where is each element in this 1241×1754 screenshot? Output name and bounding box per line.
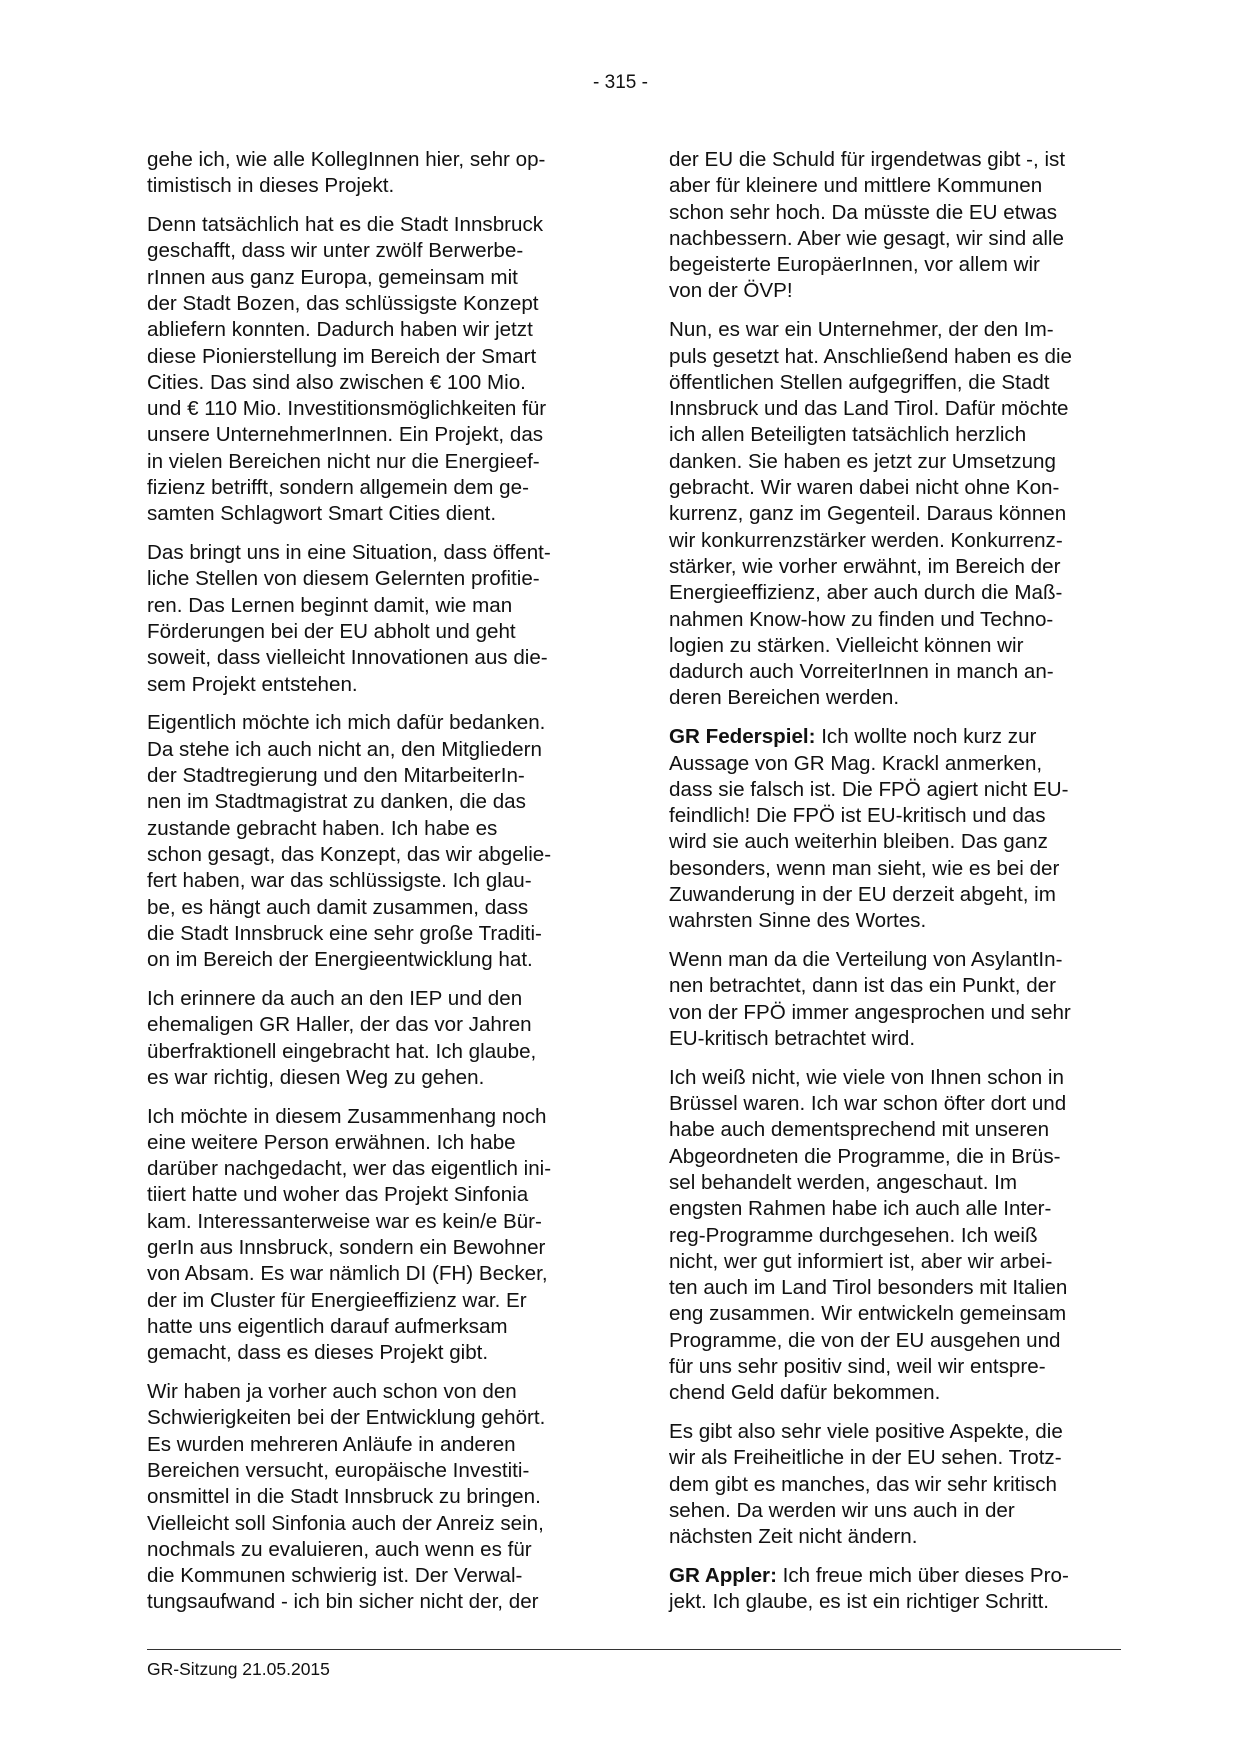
text-line: die Kommunen schwierig ist. Der Verwal-	[147, 1564, 523, 1588]
text-line: fert haben, war das schlüssigste. Ich glau-	[147, 869, 532, 893]
text-line: ehemaligen GR Haller, der das vor Jahren	[147, 1013, 532, 1037]
text-line: Es wurden mehreren Anläufe in anderen	[147, 1432, 516, 1456]
text-line: begeisterte EuropäerInnen, vor allem wir	[669, 253, 1040, 277]
text-line: timistisch in dieses Projekt.	[147, 174, 395, 198]
text-line: kurrenz, ganz im Gegenteil. Daraus können	[669, 502, 1067, 526]
text-line: gerIn aus Innsbruck, sondern ein Bewohner	[147, 1236, 546, 1260]
text-line: puls gesetzt hat. Anschließend haben es die	[669, 344, 1072, 368]
text-line: kam. Interessanterweise war es kein/e Bür-	[147, 1209, 542, 1233]
text-line: engsten Rahmen habe ich auch alle Inter-	[669, 1197, 1052, 1221]
text-line: Eigentlich möchte ich mich dafür bedanken.	[147, 711, 546, 735]
paragraph	[147, 540, 599, 698]
text-line: Programme, die von der EU ausgehen und	[669, 1328, 1061, 1352]
text-line	[669, 724, 1121, 750]
page-number: - 315 -	[593, 72, 648, 93]
text-line: diese Pionierstellung im Bereich der Smart	[147, 344, 537, 368]
text-line: wir als Freiheitliche in der EU sehen. Trotz-	[669, 1446, 1062, 1470]
text-line: Es gibt also sehr viele positive Aspekte, die	[669, 1420, 1063, 1444]
text-line: sehen. Da werden wir uns auch in der	[669, 1499, 1015, 1523]
text-line: Wir haben ja vorher auch schon von den	[147, 1380, 517, 1404]
text-line: nen betrachtet, dann ist das ein Punkt, der	[669, 974, 1056, 998]
text-line: fizienz betrifft, sondern allgemein dem ge-	[147, 476, 529, 500]
text-line: Ich weiß nicht, wie viele von Ihnen schon in	[669, 1065, 1064, 1089]
text-line: sem Projekt entstehen.	[147, 672, 358, 696]
text-line: zustande gebracht haben. Ich habe es	[147, 816, 498, 840]
text-line: gebracht. Wir waren dabei nicht ohne Kon-	[669, 476, 1060, 500]
text-line: dadurch auch VorreiterInnen in manch an-	[669, 660, 1054, 684]
paragraph	[669, 1419, 1121, 1550]
text-line: ren. Das Lernen beginnt damit, wie man	[147, 593, 513, 617]
text-line: der Stadt Bozen, das schlüssigste Konzept	[147, 291, 539, 315]
text-line: Brüssel waren. Ich war schon öfter dort und	[669, 1092, 1067, 1116]
text-line: unsere UnternehmerInnen. Ein Projekt, das	[147, 423, 544, 447]
text-line: der EU die Schuld für irgendetwas gibt -, ist	[669, 148, 1066, 171]
paragraph	[147, 710, 599, 973]
text-line: danken. Sie haben es jetzt zur Umsetzung	[669, 449, 1056, 473]
text-line: besonders, wenn man sieht, wie es bei der	[669, 856, 1060, 880]
text-line: nächsten Zeit nicht ändern.	[669, 1525, 918, 1549]
text-line: stärker, wie vorher erwähnt, im Bereich der	[669, 554, 1061, 578]
text-line: rInnen aus ganz Europa, gemeinsam mit	[147, 265, 518, 289]
text-line: Aussage von GR Mag. Krackl anmerken,	[669, 751, 1043, 775]
speaker-name: GR Federspiel:	[669, 725, 816, 749]
text-line: nahmen Know-how zu finden und Techno-	[669, 607, 1054, 631]
text-fragment: Ich freue mich über dieses Pro-	[776, 1564, 1069, 1588]
text-line: Förderungen bei der EU abholt und geht	[147, 620, 516, 644]
text-line: Ich erinnere da auch an den IEP und den	[147, 986, 523, 1010]
text-line: in vielen Bereichen nicht nur die Energieef-	[147, 449, 540, 473]
text-line: der im Cluster für Energieeffizienz war. Er	[147, 1288, 527, 1312]
text-line: nen im Stadtmagistrat zu danken, die das	[147, 790, 526, 814]
paragraph	[669, 947, 1121, 1052]
text-line: Das bringt uns in eine Situation, dass öffent-	[147, 541, 551, 565]
text-line: EU-kritisch betrachtet wird.	[669, 1027, 916, 1050]
text-line	[669, 1563, 1121, 1589]
text-line: gehe ich, wie alle KollegInnen hier, sehr op-	[147, 148, 546, 171]
text-line: Innsbruck und das Land Tirol. Dafür möchte	[669, 397, 1069, 421]
text-line: feindlich! Die FPÖ ist EU-kritisch und das	[669, 804, 1046, 828]
text-line: Vielleicht soll Sinfonia auch der Anreiz sein,	[147, 1511, 544, 1535]
paragraph	[147, 986, 599, 1091]
text-line: Bereichen versucht, europäische Investiti-	[147, 1458, 530, 1482]
text-line: soweit, dass vielleicht Innovationen aus die-	[147, 646, 548, 670]
footer-divider	[147, 1649, 1121, 1650]
text-line: ich allen Beteiligten tatsächlich herzlich	[669, 423, 1027, 447]
text-line: Denn tatsächlich hat es die Stadt Innsbruck	[147, 213, 544, 237]
text-line: samten Schlagwort Smart Cities dient.	[147, 502, 497, 526]
text-line: für uns sehr positiv sind, weil wir entspre-	[669, 1355, 1046, 1379]
text-line: nachbessern. Aber wie gesagt, wir sind alle	[669, 226, 1064, 250]
text-line: von der FPÖ immer angesprochen und sehr	[669, 1000, 1071, 1024]
text-line: Energieeffizienz, aber auch durch die Maß-	[669, 581, 1063, 605]
paragraph	[147, 147, 599, 200]
text-line: hatte uns eigentlich darauf aufmerksam	[147, 1314, 508, 1338]
left-column	[147, 147, 599, 1628]
text-line: habe auch dementsprechend mit unseren	[669, 1118, 1050, 1142]
text-line: von der ÖVP!	[669, 279, 793, 303]
text-line: geschafft, dass wir unter zwölf Berwerbe-	[147, 239, 524, 263]
paragraph	[669, 317, 1121, 711]
text-line: gemacht, dass es dieses Projekt gibt.	[147, 1341, 489, 1365]
text-line: Ich möchte in diesem Zusammenhang noch	[147, 1104, 547, 1128]
paragraph	[147, 1379, 599, 1616]
text-line: abliefern konnten. Dadurch haben wir jetzt	[147, 318, 533, 342]
text-line: wir konkurrenzstärker werden. Konkurrenz-	[669, 528, 1063, 552]
text-line: schon gesagt, das Konzept, das wir abgelie-	[147, 842, 552, 866]
text-line: tiiert hatte und woher das Projekt Sinfonia	[147, 1183, 529, 1207]
text-line: die Stadt Innsbruck eine sehr große Traditi-	[147, 921, 542, 945]
text-line: Abgeordneten die Programme, die in Brüs-	[669, 1144, 1061, 1168]
text-line: be, es hängt auch damit zusammen, dass	[147, 895, 529, 919]
paragraph	[147, 212, 599, 528]
text-line: onsmittel in die Stadt Innsbruck zu bringen.	[147, 1485, 541, 1509]
text-line: logien zu stärken. Vielleicht können wir	[669, 633, 1024, 657]
text-line: Zuwanderung in der EU derzeit abgeht, im	[669, 883, 1056, 907]
text-line: überfraktionell eingebracht hat. Ich glaube,	[147, 1039, 537, 1063]
speaker-name: GR Appler:	[669, 1564, 777, 1588]
text-line: nicht, wer gut informiert ist, aber wir arbei-	[669, 1249, 1053, 1273]
text-line: liche Stellen von diesem Gelernten profitie-	[147, 567, 540, 591]
text-line: reg-Programme durchgesehen. Ich weiß	[669, 1223, 1038, 1247]
text-line: es war richtig, diesen Weg zu gehen.	[147, 1065, 485, 1089]
text-line: tungsaufwand - ich bin sicher nicht der, der	[147, 1590, 539, 1614]
text-line: deren Bereichen werden.	[669, 686, 900, 710]
text-line: darüber nachgedacht, wer das eigentlich ini-	[147, 1157, 552, 1181]
text-line: Nun, es war ein Unternehmer, der den Im-	[669, 318, 1054, 342]
text-line: Da stehe ich auch nicht an, den Mitgliedern	[147, 737, 542, 761]
text-line: von Absam. Es war nämlich DI (FH) Becker,	[147, 1262, 548, 1286]
text-line: Wenn man da die Verteilung von AsylantIn-	[669, 948, 1063, 972]
text-line: schon sehr hoch. Da müsste die EU etwas	[669, 200, 1058, 224]
text-line: jekt. Ich glaube, es ist ein richtiger Schritt.	[669, 1590, 1050, 1614]
text-line: sel behandelt werden, angeschaut. Im	[669, 1170, 1018, 1194]
text-line: dass sie falsch ist. Die FPÖ agiert nicht EU-	[669, 777, 1069, 801]
paragraph	[669, 724, 1121, 934]
text-line: der Stadtregierung und den MitarbeiterIn-	[147, 764, 525, 788]
text-line: Schwierigkeiten bei der Entwicklung gehört.	[147, 1406, 546, 1430]
text-line: on im Bereich der Energieentwicklung hat.	[147, 948, 533, 972]
paragraph	[669, 1065, 1121, 1407]
text-line: dem gibt es manches, das wir sehr kritisch	[669, 1472, 1057, 1496]
paragraph	[669, 147, 1121, 305]
footer-session-date: GR-Sitzung 21.05.2015	[147, 1659, 330, 1679]
text-line: chend Geld dafür bekommen.	[669, 1381, 941, 1405]
text-line: öffentlichen Stellen aufgegriffen, die Stadt	[669, 370, 1050, 394]
paragraph	[147, 1104, 599, 1367]
text-line: Cities. Das sind also zwischen € 100 Mio.	[147, 370, 526, 394]
text-line: und € 110 Mio. Investitionsmöglichkeiten für	[147, 397, 547, 421]
text-line: aber für kleinere und mittlere Kommunen	[669, 174, 1043, 198]
right-column	[669, 147, 1121, 1628]
text-fragment: Ich wollte noch kurz zur	[815, 725, 1037, 749]
text-line: nochmals zu evaluieren, auch wenn es für	[147, 1537, 532, 1561]
paragraph	[669, 1563, 1121, 1616]
text-line: eng zusammen. Wir entwickeln gemeinsam	[669, 1302, 1067, 1326]
text-line: eine weitere Person erwähnen. Ich habe	[147, 1130, 516, 1154]
text-line: ten auch im Land Tirol besonders mit Italien	[669, 1276, 1068, 1300]
text-line: wird sie auch weiterhin bleiben. Das ganz	[669, 830, 1048, 854]
text-line: wahrsten Sinne des Wortes.	[669, 909, 927, 933]
